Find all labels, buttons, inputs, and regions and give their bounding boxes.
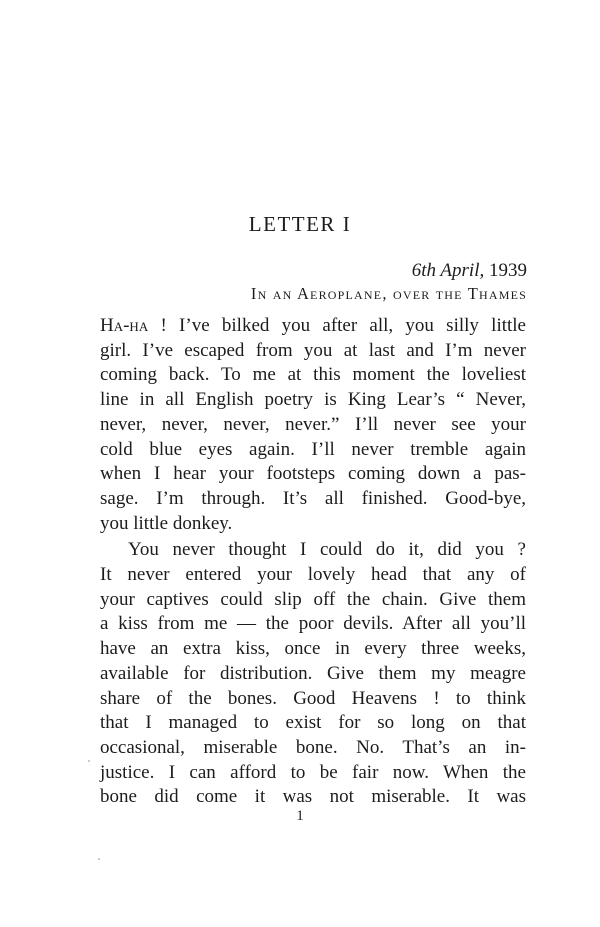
paragraph-line: never, never, never, never.” I’ll never see your: [100, 413, 526, 435]
letter-body: [100, 314, 526, 810]
paragraph-line: available for distribution. Give them my meagre: [100, 662, 526, 684]
paper-speck: [88, 760, 90, 762]
paragraph-line: share of the bones. Good Heavens ! to think: [100, 687, 526, 709]
paragraph-line: You never thought I could do it, did you ?: [128, 539, 526, 561]
paragraph-line: cold blue eyes again. I’ll never tremble again: [100, 438, 526, 460]
paragraph-line: It never entered your lovely head that any of: [100, 564, 526, 586]
paragraph-1: [100, 314, 526, 536]
paragraph-line: that I managed to exist for so long on that: [100, 712, 526, 734]
letter-heading: LETTER I: [248, 212, 352, 236]
letter-location: In an Aeroplane, over the Thames: [250, 284, 527, 303]
paragraph-line: justice. I can afford to be fair now. When the: [100, 761, 526, 783]
paragraph-line: Ha-ha ! I’ve bilked you after all, you silly little: [100, 315, 526, 336]
paragraph-line: occasional, miserable bone. No. That’s an in-: [100, 736, 526, 758]
paragraph-line: line in all English poetry is King Lear’s “ Never,: [100, 389, 526, 411]
paragraph-line: have an extra kiss, once in every three weeks,: [100, 638, 526, 660]
opening-word: Ha-ha: [100, 315, 149, 336]
paragraph-line: sage. I’m through. It’s all finished. Good-bye,: [100, 487, 526, 509]
page-number: 1: [296, 808, 304, 824]
date-day: 6th April,: [411, 260, 485, 281]
paragraph-line: bone did come it was not miserable. It was: [100, 786, 526, 808]
paper-speck: [98, 858, 100, 860]
paragraph-line: when I hear your footsteps coming down a pas-: [100, 463, 526, 485]
paragraph-line: girl. I’ve escaped from you at last and I’m never: [100, 339, 526, 361]
date-year: 1939: [489, 260, 527, 281]
paragraph-line: a kiss from me — the poor devils. After all you’ll: [100, 613, 526, 635]
paragraph-line: you little donkey.: [100, 512, 233, 534]
paragraph-2: [100, 538, 526, 810]
paragraph-line: coming back. To me at this moment the loveliest: [100, 364, 526, 386]
letter-date: [412, 260, 527, 282]
paragraph-line: your captives could slip off the chain. Give them: [100, 588, 526, 610]
